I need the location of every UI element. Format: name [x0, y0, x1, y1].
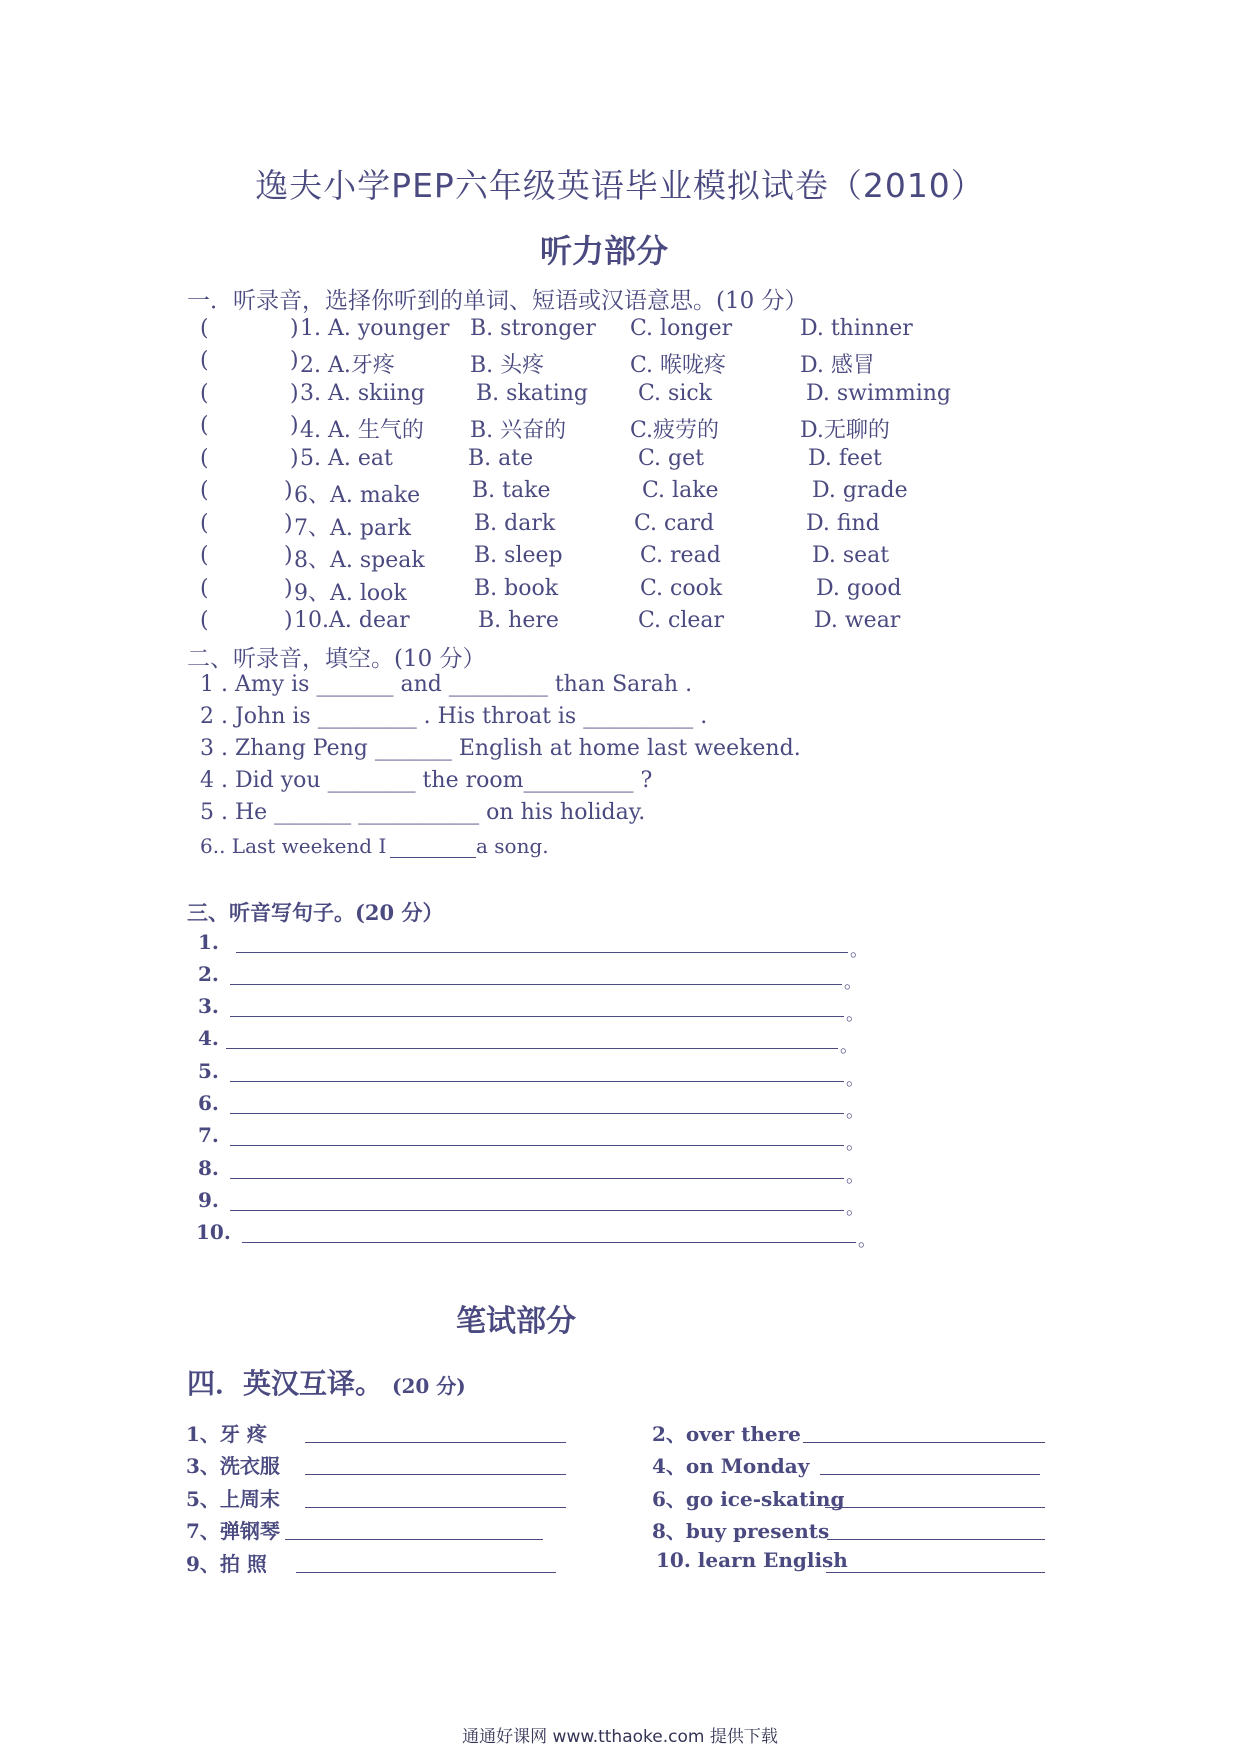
translate-blank-left [305, 1474, 566, 1475]
translate-blank-right [825, 1507, 1045, 1508]
translate-blank-right [827, 1539, 1045, 1540]
sentence-blank-line [226, 1048, 838, 1049]
sentence-end-mark: 。 [844, 972, 862, 993]
choice-option-c: C. cook [640, 576, 723, 601]
sentence-end-mark: 。 [846, 1198, 864, 1219]
translate-item-right: 4、on Monday [652, 1454, 810, 1478]
choice-option-b: B. skating [476, 381, 589, 406]
sentence-number: 8. [198, 1156, 219, 1180]
sentence-blank-line [230, 1178, 844, 1179]
choice-paren-open: ( [200, 543, 209, 568]
choice-option-a: 7、A. park [294, 516, 411, 541]
sentence-end-mark: 。 [858, 1230, 876, 1251]
sentence-end-mark: 。 [850, 940, 868, 961]
choice-option-a: 3. A. skiing [300, 381, 425, 406]
choice-paren-close: ) [284, 608, 293, 633]
sentence-number: 7. [198, 1123, 219, 1147]
listening-section-title: 听力部分 [540, 232, 669, 270]
part4-score: (20 分) [392, 1374, 466, 1398]
choice-option-c: C. lake [642, 478, 719, 503]
choice-paren-close: ) [284, 478, 293, 503]
translate-item-right: 2、over there [652, 1422, 801, 1446]
choice-paren-open: ( [200, 478, 209, 503]
choice-paren-close: ) [284, 576, 293, 601]
translate-blank-left [296, 1572, 556, 1573]
fill-item-3: 3 . Zhang Peng _______ English at home last weekend. [200, 736, 801, 761]
part2-heading: 二、听录音，填空。(10 分） [187, 646, 486, 672]
fill-item-2: 2 . John is _________ . His throat is __________ . [200, 704, 708, 729]
choice-option-b: B. stronger [470, 316, 596, 341]
translate-item-right: 10. learn English [656, 1548, 848, 1572]
translate-item-left: 7、弹钢琴 [186, 1519, 280, 1543]
translate-blank-left [305, 1442, 566, 1443]
exam-title: 逸夫小学PEP六年级英语毕业模拟试卷（2010） [255, 166, 985, 205]
choice-option-a: 1. A. younger [300, 316, 450, 341]
sentence-number: 10. [196, 1220, 231, 1244]
fill-item-5: 5 . He _______ ___________ on his holiday. [200, 800, 646, 825]
sentence-blank-line [236, 952, 848, 953]
sentence-number: 5. [198, 1059, 219, 1083]
sentence-blank-line [230, 984, 842, 985]
choice-option-c: C. sick [638, 381, 713, 406]
choice-paren-open: ( [200, 381, 209, 406]
translate-item-right: 6、go ice-skating [652, 1487, 845, 1511]
choice-option-d: D. grade [812, 478, 908, 503]
choice-option-b: B. book [474, 576, 559, 601]
translate-blank-left [305, 1507, 566, 1508]
sentence-blank-line [230, 1016, 844, 1017]
choice-option-d: D. swimming [806, 381, 952, 406]
choice-option-a: 9、A. look [294, 581, 407, 606]
sentence-blank-line [230, 1210, 844, 1211]
choice-paren-open: ( [200, 576, 209, 601]
sentence-end-mark: 。 [846, 1004, 864, 1025]
sentence-number: 6. [198, 1091, 219, 1115]
sentence-number: 9. [198, 1188, 219, 1212]
choice-option-b: B. sleep [474, 543, 563, 568]
choice-option-c: C. card [634, 511, 715, 536]
choice-option-d: D. thinner [800, 316, 913, 341]
translate-item-left: 5、上周末 [186, 1487, 280, 1511]
part3-heading: 三、听音写句子。(20 分） [187, 900, 444, 925]
sentence-end-mark: 。 [846, 1166, 864, 1187]
choice-option-c: C. 喉咙疼 [630, 353, 727, 378]
choice-paren-close: ) [290, 446, 299, 471]
translate-blank-left [285, 1539, 543, 1540]
choice-option-c: C. clear [638, 608, 725, 633]
sentence-end-mark: 。 [846, 1133, 864, 1154]
choice-option-d: D. good [816, 576, 902, 601]
choice-option-d: D.无聊的 [800, 418, 890, 443]
sentence-end-mark: 。 [846, 1069, 864, 1090]
sentence-blank-line [230, 1081, 844, 1082]
fill-item-6: 6.. Last weekend I [200, 834, 387, 858]
choice-paren-open: ( [200, 348, 209, 373]
choice-option-c: C. longer [630, 316, 733, 341]
fill-item-1: 1 . Amy is _______ and _________ than Sarah . [200, 672, 693, 697]
choice-paren-close: ) [290, 413, 299, 438]
fill-item-4: 4 . Did you ________ the room__________ ? [200, 768, 653, 793]
translate-item-left: 1、牙 疼 [186, 1422, 267, 1446]
choice-paren-open: ( [200, 316, 209, 341]
choice-paren-close: ) [290, 348, 299, 373]
choice-paren-open: ( [200, 511, 209, 536]
choice-option-b: B. take [472, 478, 551, 503]
part4-heading: 四．英汉互译。 [187, 1367, 384, 1400]
choice-option-c: C.疲劳的 [630, 418, 720, 443]
fill-item-6-blank [390, 857, 476, 858]
written-section-title: 笔试部分 [456, 1304, 576, 1339]
choice-option-c: C. read [640, 543, 721, 568]
sentence-number: 4. [198, 1026, 219, 1050]
sentence-number: 1. [198, 930, 219, 954]
sentence-number: 3. [198, 994, 219, 1018]
sentence-end-mark: 。 [840, 1036, 858, 1057]
choice-paren-close: ) [284, 543, 293, 568]
choice-paren-close: ) [284, 511, 293, 536]
choice-option-d: D. seat [812, 543, 890, 568]
choice-option-a: 10.A. dear [294, 608, 410, 633]
choice-paren-open: ( [200, 413, 209, 438]
sentence-end-mark: 。 [846, 1101, 864, 1122]
choice-option-b: B. 兴奋的 [470, 418, 567, 443]
translate-item-right: 8、buy presents [652, 1519, 830, 1543]
choice-paren-close: ) [290, 381, 299, 406]
choice-option-a: 2. A.牙疼 [300, 353, 395, 378]
choice-paren-open: ( [200, 446, 209, 471]
choice-option-d: D. wear [814, 608, 901, 633]
choice-paren-open: ( [200, 608, 209, 633]
choice-option-b: B. 头疼 [470, 353, 545, 378]
choice-option-a: 4. A. 生气的 [300, 418, 424, 443]
part1-heading: 一．听录音，选择你听到的单词、短语或汉语意思。(10 分） [187, 288, 808, 314]
choice-option-d: D. 感冒 [800, 353, 875, 378]
sentence-blank-line [230, 1113, 844, 1114]
sentence-blank-line [230, 1145, 844, 1146]
choice-option-b: B. ate [468, 446, 534, 471]
translate-blank-right [820, 1474, 1040, 1475]
choice-option-d: D. feet [808, 446, 882, 471]
choice-option-a: 8、A. speak [294, 548, 425, 573]
translate-item-left: 9、拍 照 [186, 1552, 267, 1576]
choice-option-b: B. here [478, 608, 559, 633]
sentence-number: 2. [198, 962, 219, 986]
choice-option-a: 6、A. make [294, 483, 421, 508]
choice-paren-close: ) [290, 316, 299, 341]
translate-blank-right [803, 1442, 1045, 1443]
footer-credit: 通通好课网 www.tthaoke.com 提供下载 [462, 1727, 778, 1747]
choice-option-a: 5. A. eat [300, 446, 393, 471]
sentence-blank-line [242, 1242, 856, 1243]
choice-option-b: B. dark [474, 511, 556, 536]
choice-option-d: D. find [806, 511, 880, 536]
choice-option-c: C. get [638, 446, 704, 471]
fill-item-6-tail: a song. [476, 834, 549, 858]
translate-item-left: 3、洗衣服 [186, 1454, 280, 1478]
translate-blank-right [826, 1572, 1045, 1573]
